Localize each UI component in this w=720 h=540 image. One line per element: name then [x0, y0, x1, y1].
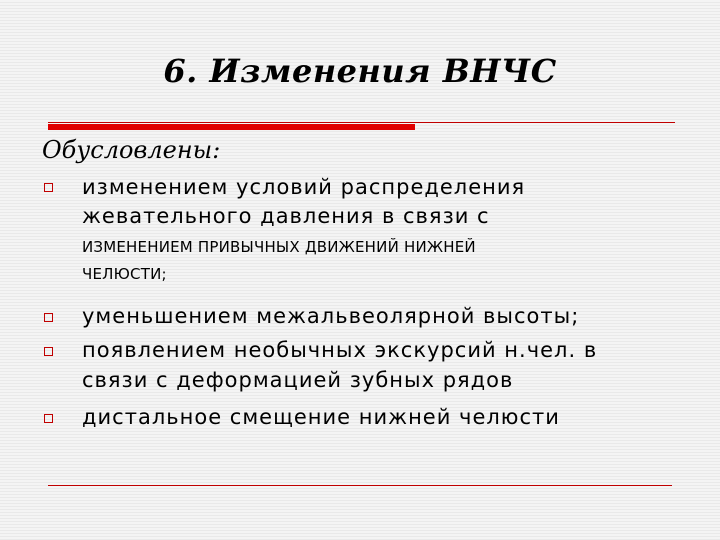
list-item-line: ИЗМЕНЕНИЕМ ПРИВЫЧНЫХ ДВИЖЕНИЙ НИЖНЕЙ	[82, 238, 476, 256]
lead-text: Обусловлены:	[42, 136, 221, 164]
title-divider-accent	[48, 124, 415, 130]
list-item-line: уменьшением межальвеолярной высоты;	[82, 304, 580, 328]
list-item-line: ЧЕЛЮСТИ;	[82, 265, 167, 283]
list-item-line: появлением необычных экскурсий н.чел. в	[82, 338, 598, 362]
list-item-line: изменением условий распределения	[82, 175, 526, 199]
list-item-line: связи с деформацией зубных рядов	[82, 368, 514, 392]
title-divider-thin	[48, 122, 675, 123]
footer-divider	[48, 485, 672, 486]
bullet-icon	[44, 183, 53, 192]
slide-title: 6. Изменения ВНЧС	[163, 52, 557, 90]
bullet-icon	[44, 313, 53, 322]
bullet-icon	[44, 347, 53, 356]
list-item-line: жевательного давления в связи с	[82, 204, 490, 228]
list-item-line: дистальное смещение нижней челюсти	[82, 405, 560, 429]
bullet-icon	[44, 414, 53, 423]
